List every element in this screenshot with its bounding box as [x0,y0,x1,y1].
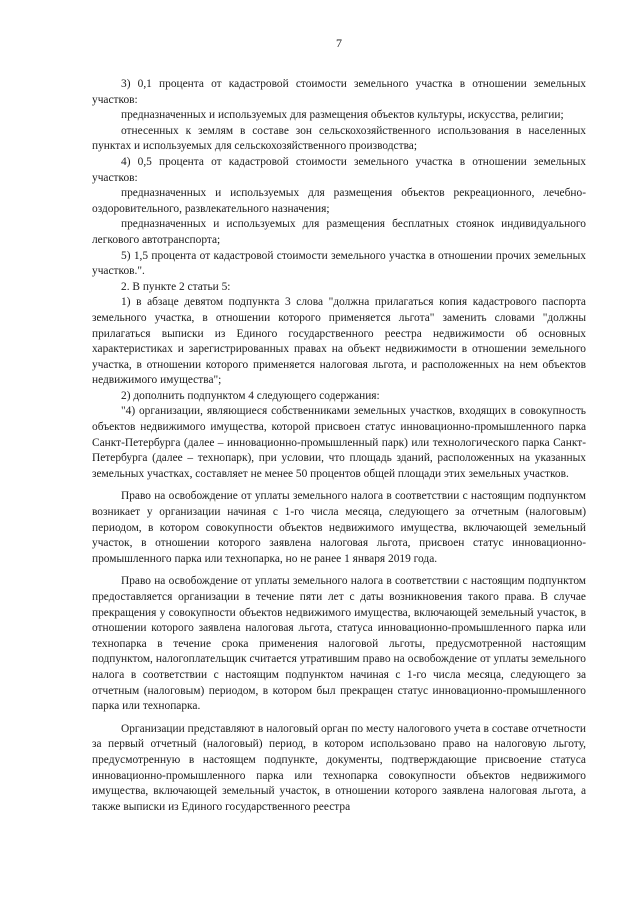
paragraph-subitem-4-text: "4) организации, являющиеся собственниками земельных участков, входящих в совокупность объектов недвижимого имущества, которой присвоен статус инновационно-промышленного парка Санкт-Петербурга (далее – инновационно-промышленный парк) или технологического парка Санкт-Петербурга (далее – технопарк), при условии, что площадь зданий, расположенных на указанных земельных участках, составляет не менее 50 процентов общей площади этих земельных участков. [92,405,586,480]
paragraph-item-4: 4) 0,5 процента от кадастровой стоимости земельного участка в отношении земельных участков: [92,155,586,184]
paragraph-agricultural-lands: отнесенных к землям в составе зон сельскохозяйственного использования в населенных пунктах и используемых для сельскохозяйственного производства; [92,124,586,153]
paragraph-point-2-article-5: 2. В пункте 2 статьи 5: [121,280,231,293]
paragraph-culture-religion: предназначенных и используемых для размещения объектов культуры, искусства, религии; [121,109,564,122]
paragraph-parking: предназначенных и используемых для размещения бесплатных стоянок индивидуального легкового автотранспорта; [92,218,586,246]
paragraph-subitem-2: 2) дополнить подпунктом 4 следующего содержания: [121,389,380,402]
paragraph-item-3: 3) 0,1 процента от кадастровой стоимости земельного участка в отношении земельных участков: [92,78,586,106]
document-body [92,77,586,815]
paragraph-recreational: предназначенных и используемых для размещения объектов рекреационного, лечебно-оздоровительного, развлекательного назначения; [92,187,586,215]
paragraph-item-5: 5) 1,5 процента от кадастровой стоимости земельного участка в отношении прочих земельных участков.". [92,249,586,278]
paragraph-right-arises: Право на освобождение от уплаты земельного налога в соответствии с настоящим подпунктом возникает у организации начиная с 1-го числа месяца, следующего за отчетным (налоговым) периодом, в котором совокупности объектов недвижимого имущества, включающей земельный участок, в отношении которого заявлена налоговая льгота, присвоен статус инновационно-промышленного парка или технопарка, но не ранее 1 января 2019 года. [92,490,586,565]
paragraph-right-duration: Право на освобождение от уплаты земельного налога в соответствии с настоящим подпунктом предоставляется организации в течение пяти лет с даты возникновения такого права. В случае прекращения у совокупности объектов недвижимого имущества, включающей земельный участок, в отношении которого заявлена налоговая льгота, статуса инновационно-промышленного парка или технопарка в течение срока применения налоговой льготы, предусмотренной настоящим подпунктом, налогоплательщик считается утратившим право на освобождение от уплаты земельного налога в соответствии с настоящим подпунктом начиная с 1-го числа месяца, следующего за отчетным (налоговым) периодом, в котором был прекращен статус инновационно-промышленного парка или технопарка. [92,575,586,713]
paragraph-subitem-1: 1) в абзаце девятом подпункта 3 слова "должна прилагаться копия кадастрового паспорта земельного участка, в отношении которого применяется льгота" заменить словами "должны прилагаться выписки из Единого государственного реестра недвижимости об основных характеристиках и зарегистрированных правах на объект недвижимости в отношении земельного участка, в отношении которого применяется налоговая льгота, и расположенных на нем объектов недвижимого имущества"; [92,296,586,387]
paragraph-organizations-submit: Организации представляют в налоговый орган по месту налогового учета в составе отчетности за первый отчетный (налоговый) период, в котором использовано право на налоговую льготу, предусмотренную в настоящем подпункте, документы, подтверждающие присвоение статуса инновационно-промышленного парка или технопарка совокупности объектов недвижимого имущества, включающей земельный участок, в отношении которого заявлена налоговая льгота, а также выписки из Единого государственного реестра [92,722,586,813]
page-number: 7 [336,36,342,50]
